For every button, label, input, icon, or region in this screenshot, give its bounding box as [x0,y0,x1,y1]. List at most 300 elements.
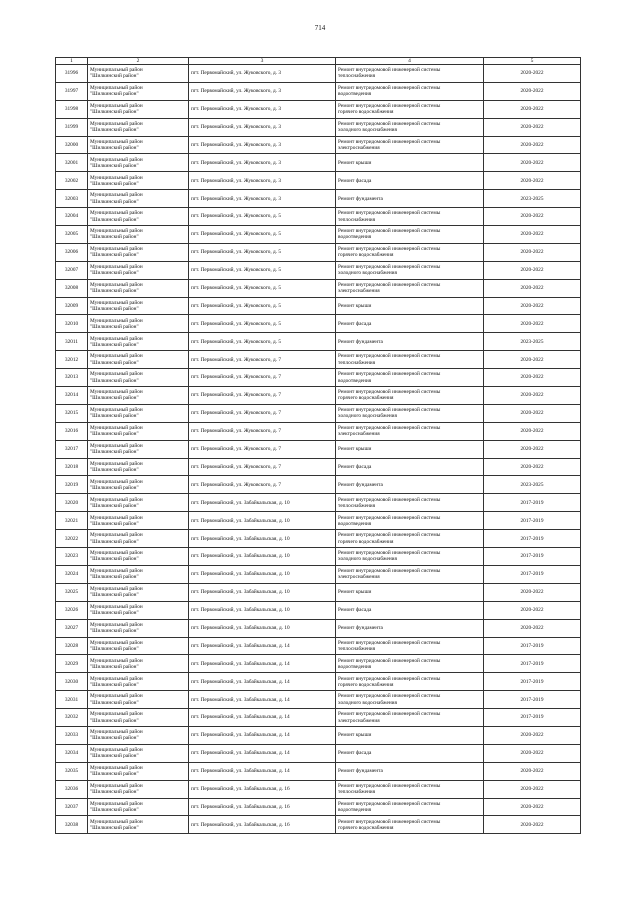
district-line: Муниципальный район [90,603,143,610]
district-line: Муниципальный район [90,621,143,628]
row-number: 32010 [56,315,88,333]
district-line: Муниципальный район [90,478,143,485]
row-number: 31997 [56,82,88,100]
address-cell: пгт. Первомайский, ул. Жуковского, д. 5 [189,226,336,244]
row-number: 32003 [56,190,88,208]
district-cell [88,369,189,387]
work-type-line: Ремонт внутридомовой инженерной системы [338,639,441,646]
row-number: 32027 [56,619,88,637]
address-cell: пгт. Первомайский, ул. Забайкальская, д. 10 [189,530,336,548]
work-type-line: Ремонт внутридомовой инженерной системы [338,371,441,378]
period-cell: 2017-2019 [484,494,581,512]
table-row [56,243,581,261]
table-row [56,512,581,530]
table-row [56,65,581,83]
district-cell [88,261,189,279]
period-cell: 2020-2022 [484,172,581,190]
work-type-line: Ремонт внутридомовой инженерной системы [338,568,441,575]
row-number: 32033 [56,726,88,744]
district-line: Муниципальный район [90,407,143,414]
district-line: "Шилкинский район" [90,216,139,223]
table-row [56,691,581,709]
work-type-line: Ремонт фундамента [338,195,383,202]
row-number: 32012 [56,351,88,369]
work-type-cell [336,333,484,351]
address-cell: пгт. Первомайский, ул. Забайкальская, д. 14 [189,655,336,673]
district-line: Муниципальный район [90,568,143,575]
work-type-line: Ремонт внутридомовой инженерной системы [338,675,441,682]
address-cell: пгт. Первомайский, ул. Жуковского, д. 3 [189,65,336,83]
row-number: 32000 [56,136,88,154]
work-type-line: электроснабжения [338,145,380,151]
table-row [56,333,581,351]
table-row [56,565,581,583]
address-cell: пгт. Первомайский, ул. Жуковского, д. 3 [189,136,336,154]
district-line: Муниципальный район [90,425,143,432]
table-row [56,637,581,655]
row-number: 32032 [56,709,88,727]
work-type-cell [336,351,484,369]
row-number: 32038 [56,816,88,834]
address-cell: пгт. Первомайский, ул. Забайкальская, д. 16 [189,798,336,816]
address-cell: пгт. Первомайский, ул. Жуковского, д. 5 [189,261,336,279]
district-cell [88,548,189,566]
work-type-line: теплоснабжения [338,216,376,223]
district-line: "Шилкинский район" [90,252,139,259]
district-line: "Шилкинский район" [90,180,139,187]
row-number: 32008 [56,279,88,297]
table-row [56,154,581,172]
district-cell [88,512,189,530]
district-cell [88,65,189,83]
work-type-line: Ремонт внутридомовой инженерной системы [338,782,441,789]
table-row [56,136,581,154]
district-cell [88,279,189,297]
address-cell: пгт. Первомайский, ул. Забайкальская, д. 14 [189,673,336,691]
address-cell: пгт. Первомайский, ул. Жуковского, д. 3 [189,172,336,190]
address-cell: пгт. Первомайский, ул. Забайкальская, д. 10 [189,548,336,566]
district-cell [88,82,189,100]
district-line: Муниципальный район [90,389,143,396]
table-row [56,762,581,780]
work-type-line: водоотведения [338,91,372,98]
work-type-line: Ремонт внутридомовой инженерной системы [338,496,441,503]
table-row [56,548,581,566]
district-line: Муниципальный район [90,586,143,593]
district-cell [88,691,189,709]
district-cell [88,333,189,351]
period-cell: 2017-2019 [484,673,581,691]
district-line: "Шилкинский район" [90,789,139,796]
work-type-cell [336,226,484,244]
table-row [56,494,581,512]
address-cell: пгт. Первомайский, ул. Забайкальская, д. 14 [189,691,336,709]
work-type-line: Ремонт внутридомовой инженерной системы [338,532,441,539]
district-line: Муниципальный район [90,800,143,807]
district-cell [88,243,189,261]
work-type-cell [336,82,484,100]
district-line: "Шилкинский район" [90,127,139,134]
work-type-line: холодного водоснабжения [338,413,397,420]
district-line: "Шилкинский район" [90,663,139,670]
district-cell [88,297,189,315]
table-row [56,530,581,548]
work-type-cell [336,118,484,136]
district-cell [88,637,189,655]
work-type-line: Ремонт крыши [338,159,372,166]
district-line: "Шилкинский район" [90,162,139,169]
address-cell: пгт. Первомайский, ул. Забайкальская, д. 10 [189,494,336,512]
row-number: 32029 [56,655,88,673]
district-line: "Шилкинский район" [90,592,139,599]
work-type-line: электроснабжения [338,288,380,295]
work-type-line: Ремонт внутридомовой инженерной системы [338,711,441,718]
period-cell: 2020-2022 [484,762,581,780]
period-cell: 2020-2022 [484,816,581,834]
row-number: 32015 [56,404,88,422]
address-cell: пгт. Первомайский, ул. Забайкальская, д. 10 [189,619,336,637]
district-line: "Шилкинский район" [90,502,139,509]
work-type-line: холодного водоснабжения [338,699,397,706]
address-cell: пгт. Первомайский, ул. Забайкальская, д. 16 [189,780,336,798]
district-line: "Шилкинский район" [90,377,139,384]
district-line: Муниципальный район [90,120,143,127]
district-line: Муниципальный район [90,496,143,503]
table-row [56,82,581,100]
row-number: 32036 [56,780,88,798]
address-cell: пгт. Первомайский, ул. Забайкальская, д. 14 [189,637,336,655]
district-cell [88,619,189,637]
period-cell: 2017-2019 [484,512,581,530]
work-type-cell [336,387,484,405]
work-type-line: Ремонт внутридомовой инженерной системы [338,425,441,432]
district-line: Муниципальный район [90,103,143,110]
work-type-cell [336,440,484,458]
district-line: Муниципальный район [90,442,143,449]
row-number: 32016 [56,422,88,440]
period-cell: 2020-2022 [484,744,581,762]
period-cell: 2020-2022 [484,458,581,476]
work-type-line: Ремонт фасада [338,750,372,757]
table-row [56,816,581,834]
registry-table-body [56,58,581,834]
table-row [56,780,581,798]
work-type-cell [336,172,484,190]
district-line: "Шилкинский район" [90,538,139,545]
work-type-line: теплоснабжения [338,645,376,652]
district-cell [88,726,189,744]
work-type-cell [336,673,484,691]
work-type-cell [336,726,484,744]
district-cell [88,762,189,780]
district-cell [88,798,189,816]
table-row [56,655,581,673]
row-number: 32026 [56,601,88,619]
period-cell: 2020-2022 [484,279,581,297]
district-line: Муниципальный район [90,764,143,771]
period-cell: 2023-2025 [484,190,581,208]
work-type-cell [336,619,484,637]
period-cell: 2020-2022 [484,601,581,619]
district-line: Муниципальный район [90,514,143,521]
district-cell [88,565,189,583]
work-type-cell [336,404,484,422]
table-row [56,279,581,297]
address-cell: пгт. Первомайский, ул. Забайкальская, д. 10 [189,512,336,530]
address-cell: пгт. Первомайский, ул. Забайкальская, д. 16 [189,816,336,834]
row-number: 32020 [56,494,88,512]
work-type-line: холодного водоснабжения [338,556,397,563]
column-header: 2 [88,58,189,65]
period-cell: 2020-2022 [484,404,581,422]
work-type-line: Ремонт внутридомовой инженерной системы [338,246,441,253]
address-cell: пгт. Первомайский, ул. Жуковского, д. 7 [189,369,336,387]
period-cell: 2020-2022 [484,154,581,172]
district-line: Муниципальный район [90,693,143,700]
period-cell: 2017-2019 [484,530,581,548]
row-number: 32028 [56,637,88,655]
work-type-cell [336,709,484,727]
work-type-line: Ремонт внутридомовой инженерной системы [338,103,441,110]
district-line: "Шилкинский район" [90,449,139,456]
district-cell [88,154,189,172]
address-cell: пгт. Первомайский, ул. Жуковского, д. 7 [189,404,336,422]
work-type-line: горячего водоснабжения [338,538,394,545]
row-number: 32037 [56,798,88,816]
column-header: 4 [336,58,484,65]
table-row [56,118,581,136]
work-type-line: Ремонт фасада [338,607,372,614]
district-line: Муниципальный район [90,335,143,342]
district-line: "Шилкинский район" [90,359,139,366]
address-cell: пгт. Первомайский, ул. Жуковского, д. 7 [189,351,336,369]
period-cell: 2020-2022 [484,726,581,744]
district-cell [88,655,189,673]
district-line: "Шилкинский район" [90,323,139,330]
work-type-cell [336,190,484,208]
row-number: 32014 [56,387,88,405]
period-cell: 2020-2022 [484,261,581,279]
district-line: Муниципальный район [90,264,143,271]
row-number: 32019 [56,476,88,494]
table-row [56,476,581,494]
address-cell: пгт. Первомайский, ул. Жуковского, д. 3 [189,100,336,118]
period-cell: 2017-2019 [484,565,581,583]
district-line: "Шилкинский район" [90,771,139,778]
work-type-cell [336,744,484,762]
district-line: "Шилкинский район" [90,91,139,98]
period-cell: 2020-2022 [484,118,581,136]
district-line: Муниципальный район [90,818,143,825]
row-number: 32021 [56,512,88,530]
work-type-cell [336,208,484,226]
address-cell: пгт. Первомайский, ул. Забайкальская, д. 10 [189,583,336,601]
address-cell: пгт. Первомайский, ул. Жуковского, д. 7 [189,387,336,405]
work-type-line: Ремонт внутридомовой инженерной системы [338,514,441,521]
work-type-line: Ремонт внутридомовой инженерной системы [338,210,441,217]
period-cell: 2020-2022 [484,422,581,440]
district-cell [88,226,189,244]
district-cell [88,404,189,422]
work-type-line: Ремонт фасада [338,320,372,327]
work-type-cell [336,762,484,780]
district-line: "Шилкинский район" [90,520,139,527]
work-type-cell [336,476,484,494]
district-line: Муниципальный район [90,317,143,324]
row-number: 32005 [56,226,88,244]
work-type-line: Ремонт крыши [338,732,372,739]
work-type-cell [336,816,484,834]
work-type-cell [336,422,484,440]
district-line: "Шилкинский район" [90,574,139,581]
district-line: Муниципальный район [90,782,143,789]
work-type-line: Ремонт внутридомовой инженерной системы [338,228,441,235]
work-type-cell [336,601,484,619]
work-type-line: Ремонт крыши [338,589,372,596]
period-cell: 2020-2022 [484,387,581,405]
work-type-line: водоотведения [338,806,372,813]
work-type-cell [336,691,484,709]
work-type-line: Ремонт внутридомовой инженерной системы [338,67,441,74]
table-row [56,261,581,279]
address-cell: пгт. Первомайский, ул. Жуковского, д. 3 [189,154,336,172]
work-type-line: теплоснабжения [338,789,376,796]
work-type-cell [336,297,484,315]
district-line: Муниципальный район [90,210,143,217]
district-line: "Шилкинский район" [90,610,139,617]
district-line: Муниципальный район [90,228,143,235]
period-cell: 2020-2022 [484,351,581,369]
district-line: "Шилкинский район" [90,735,139,742]
work-type-cell [336,798,484,816]
period-cell: 2023-2025 [484,476,581,494]
work-type-cell [336,458,484,476]
address-cell: пгт. Первомайский, ул. Жуковского, д. 3 [189,190,336,208]
district-cell [88,601,189,619]
work-type-line: Ремонт крыши [338,446,372,453]
work-type-line: горячего водоснабжения [338,252,394,259]
work-type-cell [336,655,484,673]
period-cell: 2020-2022 [484,440,581,458]
district-line: Муниципальный район [90,729,143,736]
district-line: Муниципальный район [90,711,143,718]
row-number: 32023 [56,548,88,566]
work-type-cell [336,315,484,333]
district-line: Муниципальный район [90,192,143,199]
table-row [56,351,581,369]
district-line: "Шилкинский район" [90,145,139,151]
district-line: "Шилкинский район" [90,306,139,313]
district-line: "Шилкинский район" [90,645,139,652]
address-cell: пгт. Первомайский, ул. Жуковского, д. 3 [189,118,336,136]
row-number: 32013 [56,369,88,387]
work-type-cell [336,261,484,279]
district-line: Муниципальный район [90,281,143,288]
period-cell: 2017-2019 [484,709,581,727]
district-line: "Шилкинский район" [90,431,139,438]
address-cell: пгт. Первомайский, ул. Забайкальская, д. 14 [189,726,336,744]
table-row [56,315,581,333]
address-cell: пгт. Первомайский, ул. Жуковского, д. 5 [189,243,336,261]
district-line: "Шилкинский район" [90,413,139,420]
work-type-cell [336,369,484,387]
district-line: Муниципальный район [90,138,143,145]
registry-table [55,57,581,834]
work-type-line: электроснабжения [338,574,380,581]
work-type-line: теплоснабжения [338,359,376,366]
district-line: "Шилкинский район" [90,717,139,724]
work-type-line: Ремонт внутридомовой инженерной системы [338,120,441,127]
period-cell: 2020-2022 [484,619,581,637]
address-cell: пгт. Первомайский, ул. Забайкальская, д. 14 [189,762,336,780]
district-line: "Шилкинский район" [90,288,139,295]
district-cell [88,673,189,691]
address-cell: пгт. Первомайский, ул. Жуковского, д. 5 [189,279,336,297]
work-type-line: Ремонт внутридомовой инженерной системы [338,818,441,825]
work-type-line: водоотведения [338,234,372,241]
district-line: "Шилкинский район" [90,628,139,635]
district-line: "Шилкинский район" [90,467,139,474]
district-cell [88,118,189,136]
address-cell: пгт. Первомайский, ул. Жуковского, д. 7 [189,476,336,494]
address-cell: пгт. Первомайский, ул. Жуковского, д. 7 [189,458,336,476]
table-row [56,798,581,816]
row-number: 32022 [56,530,88,548]
column-header: 5 [484,58,581,65]
period-cell: 2017-2019 [484,691,581,709]
period-cell: 2020-2022 [484,136,581,154]
table-row [56,226,581,244]
district-cell [88,351,189,369]
district-line: Муниципальный район [90,299,143,306]
district-cell [88,208,189,226]
work-type-line: Ремонт внутридомовой инженерной системы [338,281,441,288]
district-line: Муниципальный район [90,156,143,163]
period-cell: 2020-2022 [484,208,581,226]
work-type-line: горячего водоснабжения [338,395,394,402]
district-line: Муниципальный район [90,747,143,754]
table-row [56,726,581,744]
work-type-line: Ремонт внутридомовой инженерной системы [338,550,441,557]
period-cell: 2020-2022 [484,315,581,333]
work-type-cell [336,136,484,154]
row-number: 32024 [56,565,88,583]
district-line: Муниципальный район [90,460,143,467]
table-row [56,673,581,691]
district-cell [88,583,189,601]
table-row [56,583,581,601]
district-line: Муниципальный район [90,675,143,682]
period-cell: 2020-2022 [484,100,581,118]
district-cell [88,190,189,208]
address-cell: пгт. Первомайский, ул. Жуковского, д. 5 [189,297,336,315]
work-type-cell [336,565,484,583]
row-number: 32034 [56,744,88,762]
district-cell [88,136,189,154]
district-cell [88,530,189,548]
district-line: Муниципальный район [90,174,143,181]
work-type-line: водоотведения [338,520,372,527]
work-type-line: Ремонт внутридомовой инженерной системы [338,800,441,807]
table-row [56,709,581,727]
district-line: "Шилкинский район" [90,341,139,348]
period-cell: 2020-2022 [484,82,581,100]
row-number: 31998 [56,100,88,118]
table-row [56,619,581,637]
row-number: 31996 [56,65,88,83]
period-cell: 2020-2022 [484,65,581,83]
address-cell: пгт. Первомайский, ул. Жуковского, д. 5 [189,333,336,351]
